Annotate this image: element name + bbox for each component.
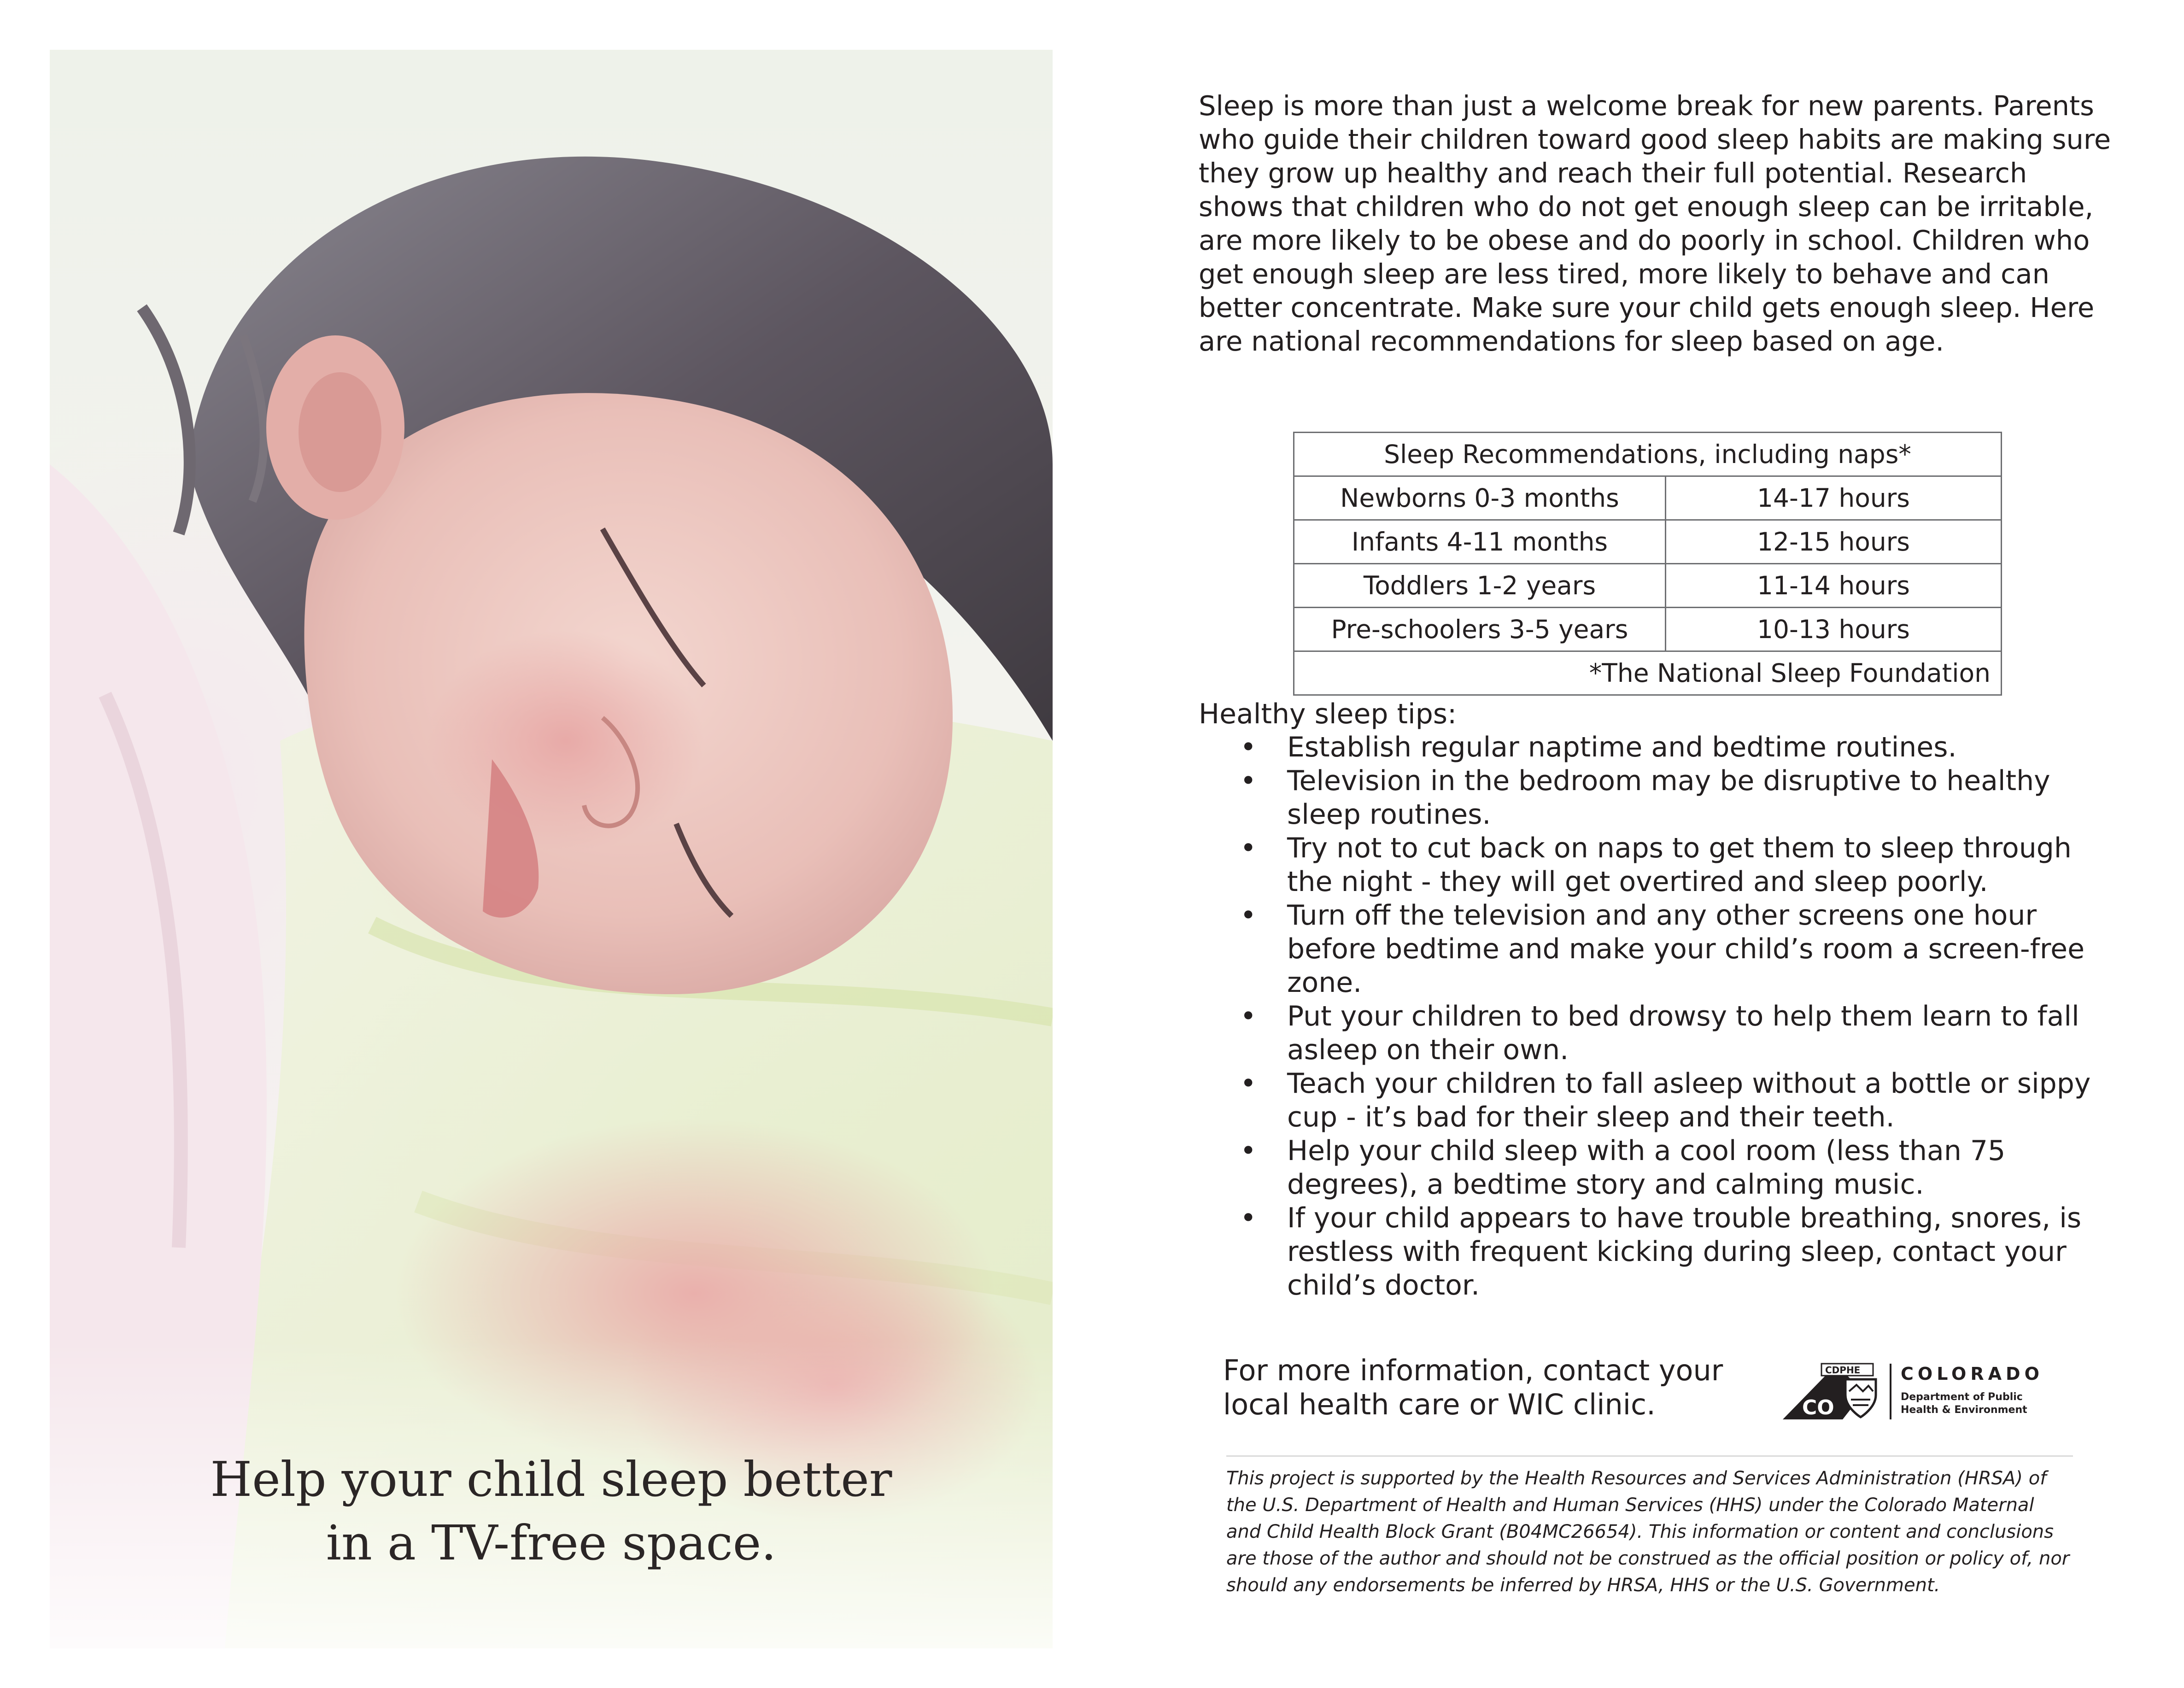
bullet: • — [1240, 1202, 1257, 1234]
tip-text: Turn off the television and any other screens one hour before bedtime and make your child’s room a screen-free zone. — [1287, 899, 2085, 999]
tip-text: Put your children to bed drowsy to help them learn to fall asleep on their own. — [1287, 1000, 2079, 1066]
table-row — [1294, 520, 2002, 564]
tip-text: Teach your children to fall asleep without a bottle or sippy cup - it’s bad for their sleep and their teeth. — [1287, 1067, 2091, 1133]
table-source-row — [1294, 651, 2002, 695]
logo-dept-line-2: Health & Environment — [1901, 1404, 2027, 1416]
bullet: • — [1240, 1135, 1257, 1167]
logo-co-text: CO — [1802, 1396, 1834, 1419]
list-item — [1199, 899, 2120, 1000]
logo-badge-text: CDPHE — [1825, 1365, 1861, 1376]
table-title: Sleep Recommendations, including naps* — [1294, 433, 2002, 476]
tip-text: Help your child sleep with a cool room (less than 75 degrees), a bedtime story and calming music. — [1287, 1135, 2006, 1201]
logo-dept-line-1: Department of Public — [1901, 1391, 2023, 1403]
hours-cell: 11-14 hours — [1666, 564, 2002, 608]
headline-line-1: Help your child sleep better — [210, 1451, 892, 1507]
sleep-recommendations-table — [1293, 432, 2002, 696]
bullet: • — [1240, 832, 1257, 864]
sleeping-child-photo — [50, 50, 1053, 1648]
footer-divider — [1226, 1455, 2073, 1457]
table-title-row — [1294, 433, 2002, 476]
cdphe-mountain-icon — [1782, 1363, 1897, 1420]
contact-line-2: local health care or WIC clinic. — [1223, 1388, 1656, 1421]
bullet: • — [1240, 765, 1257, 797]
cdphe-logo — [1782, 1363, 2067, 1420]
list-item — [1199, 832, 2120, 899]
tip-text: Establish regular naptime and bedtime routines. — [1287, 731, 1957, 763]
headline — [50, 1448, 1053, 1575]
list-item — [1199, 1202, 2120, 1302]
age-cell: Pre-schoolers 3-5 years — [1294, 608, 1666, 651]
age-cell: Toddlers 1-2 years — [1294, 564, 1666, 608]
list-item — [1199, 1000, 2120, 1067]
table-row — [1294, 476, 2002, 520]
list-item — [1199, 731, 2120, 764]
tips-heading: Healthy sleep tips: — [1199, 698, 1457, 730]
contact-info — [1223, 1354, 1776, 1422]
intro-paragraph: Sleep is more than just a welcome break for new parents. Parents who guide their children toward good sleep habits are making sure they grow up healthy and reach their full potential. Research shows that children who do not get enough sleep can be irritable, are more likely to be obese and do poorly in school. Children who get enough sleep are less tired, more likely to behave and can better concentrate. Make sure your child gets enough sleep. Here are national recommendations for sleep based on age. — [1199, 90, 2111, 357]
bullet: • — [1240, 731, 1257, 763]
contact-line-1: For more information, contact your — [1223, 1354, 1723, 1387]
list-item — [1199, 764, 2120, 832]
sleep-tips-list — [1199, 731, 2120, 1302]
table-row — [1294, 564, 2002, 608]
table-row — [1294, 608, 2002, 651]
sleeping-child-illustration — [50, 50, 1053, 1648]
bullet: • — [1240, 1000, 1257, 1032]
hours-cell: 14-17 hours — [1666, 476, 2002, 520]
bullet: • — [1240, 1067, 1257, 1100]
hours-cell: 12-15 hours — [1666, 520, 2002, 564]
funding-disclaimer: This project is supported by the Health Resources and Services Administration (HRSA) of the U.S. Department of Health and Human Services (HHS) under the Colorado Maternal and Child Health Block Grant (B04MC26654). This information or content and conclusions are those of the author and should not be construed as the official position or policy of, nor should any endorsements be inferred by HRSA, HHS or the U.S. Government. — [1226, 1468, 2070, 1596]
bullet: • — [1240, 899, 1257, 932]
tip-text: Try not to cut back on naps to get them to sleep through the night - they will get overtired and sleep poorly. — [1287, 832, 2072, 898]
tip-text: If your child appears to have trouble breathing, snores, is restless with frequent kicking during sleep, contact your child’s doctor. — [1287, 1202, 2082, 1301]
table-source: *The National Sleep Foundation — [1294, 651, 2002, 695]
tip-text: Television in the bedroom may be disruptive to healthy sleep routines. — [1287, 765, 2050, 831]
headline-line-2: in a TV-free space. — [326, 1515, 777, 1571]
hours-cell: 10-13 hours — [1666, 608, 2002, 651]
age-cell: Newborns 0-3 months — [1294, 476, 1666, 520]
list-item — [1199, 1134, 2120, 1202]
logo-state-name: COLORADO — [1901, 1364, 2043, 1384]
age-cell: Infants 4-11 months — [1294, 520, 1666, 564]
logo-department — [1901, 1391, 2076, 1417]
list-item — [1199, 1067, 2120, 1134]
